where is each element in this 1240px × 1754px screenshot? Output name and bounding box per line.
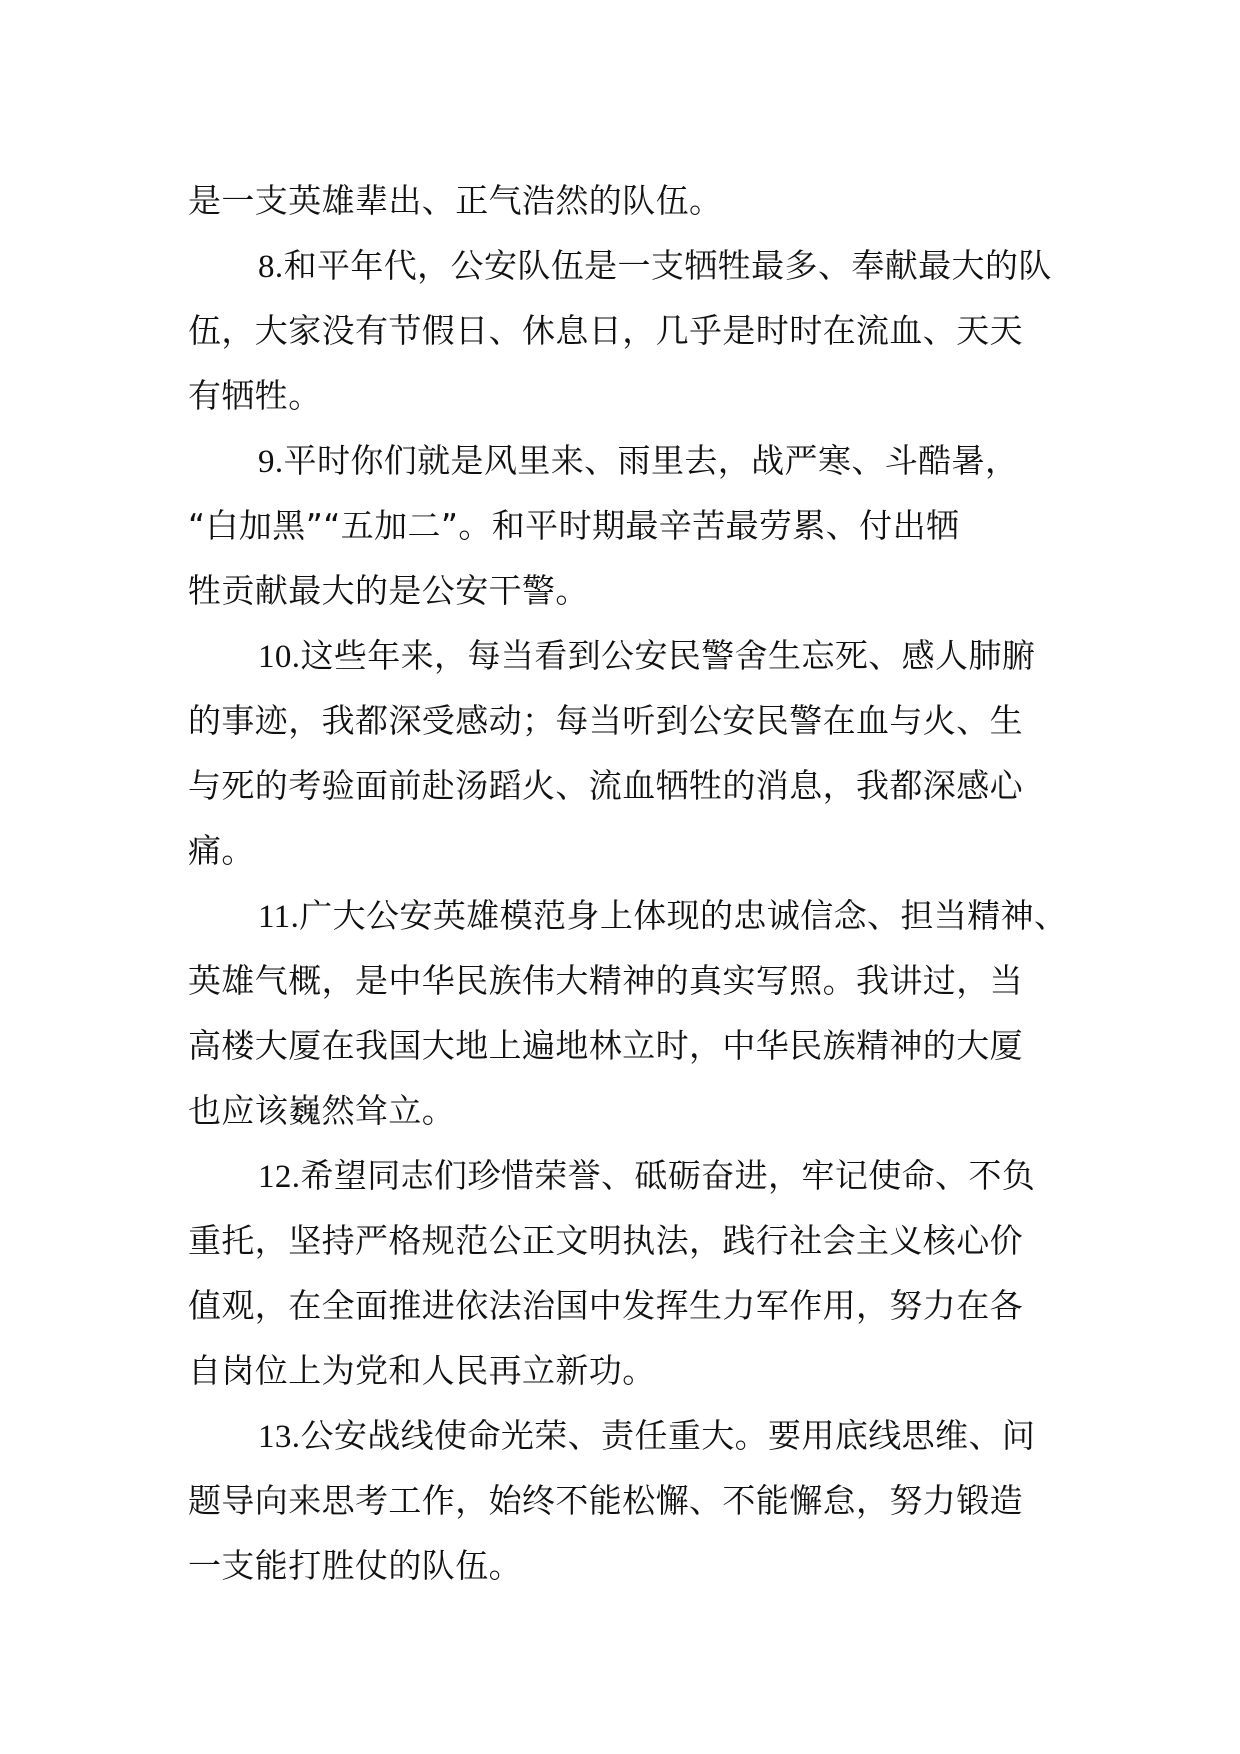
line-text: 伍，大家没有节假日、休息日，几乎是时时在流血、天天 xyxy=(188,311,1023,350)
line-text: 高楼大厦在我国大地上遍地林立时，中华民族精神的大厦 xyxy=(188,1026,1023,1065)
text-line xyxy=(188,1013,1068,1078)
paragraph-9-start xyxy=(188,428,1068,493)
text-line xyxy=(188,298,1068,363)
line-text: 有牺牲。 xyxy=(188,376,322,415)
text-line xyxy=(188,363,1068,428)
line-text: 和平年代，公安队伍是一支牺牲最多、奉献最大的队 xyxy=(283,246,1052,285)
paragraph-12-start xyxy=(188,1143,1068,1208)
text-line xyxy=(188,818,1068,883)
paragraph-10-start xyxy=(188,623,1068,688)
text-line xyxy=(188,753,1068,818)
line-text: 公安战线使命光荣、责任重大。要用底线思维、问 xyxy=(300,1416,1036,1455)
line-text: 英雄气概，是中华民族伟大精神的真实写照。我讲过，当 xyxy=(188,961,1023,1000)
text-line xyxy=(188,1468,1068,1533)
item-number: 13. xyxy=(258,1419,301,1455)
paragraph-13-start xyxy=(188,1403,1068,1468)
line-text: 重托，坚持严格规范公正文明执法，践行社会主义核心价 xyxy=(188,1221,1023,1260)
line-text: 也应该巍然耸立。 xyxy=(188,1091,456,1130)
line-text: 的事迹，我都深受感动；每当听到公安民警在血与火、生 xyxy=(188,701,1023,740)
text-line xyxy=(188,493,1068,558)
text-line xyxy=(188,1533,1068,1598)
text-line xyxy=(188,1078,1068,1143)
text-line xyxy=(188,168,1068,233)
item-number: 9. xyxy=(258,444,284,480)
text-line xyxy=(188,948,1068,1013)
text-line xyxy=(188,1338,1068,1403)
item-number: 12. xyxy=(258,1159,301,1195)
paragraph-8-start xyxy=(188,233,1068,298)
line-text: 牲贡献最大的是公安干警。 xyxy=(188,571,589,610)
line-text: “白加黑”“五加二”。和平时期最辛苦最劳累、付出牺 xyxy=(188,506,960,545)
text-line xyxy=(188,1208,1068,1273)
line-text: 一支能打胜仗的队伍。 xyxy=(188,1546,522,1585)
line-text: 这些年来，每当看到公安民警舍生忘死、感人肺腑 xyxy=(300,636,1036,675)
item-number: 8. xyxy=(258,249,284,285)
text-line xyxy=(188,1273,1068,1338)
body-text xyxy=(188,168,1068,1598)
line-text: 平时你们就是风里来、雨里去，战严寒、斗酷暑， xyxy=(283,441,1019,480)
line-text: 痛。 xyxy=(188,831,255,870)
item-number: 10. xyxy=(258,639,301,675)
line-text: 值观，在全面推进依法治国中发挥生力军作用，努力在各 xyxy=(188,1286,1023,1325)
item-number: 11. xyxy=(258,899,300,935)
text-line xyxy=(188,558,1068,623)
paragraph-11-start xyxy=(188,883,1068,948)
line-text: 与死的考验面前赴汤蹈火、流血牺牲的消息，我都深感心 xyxy=(188,766,1023,805)
line-text: 题导向来思考工作，始终不能松懈、不能懈怠，努力锻造 xyxy=(188,1481,1023,1520)
text-line xyxy=(188,688,1068,753)
line-text: 自岗位上为党和人民再立新功。 xyxy=(188,1351,656,1390)
line-text: 是一支英雄辈出、正气浩然的队伍。 xyxy=(188,181,723,220)
line-text: 广大公安英雄模范身上体现的忠诚信念、担当精神、 xyxy=(299,896,1068,935)
line-text: 希望同志们珍惜荣誉、砥砺奋进，牢记使命、不负 xyxy=(300,1156,1036,1195)
